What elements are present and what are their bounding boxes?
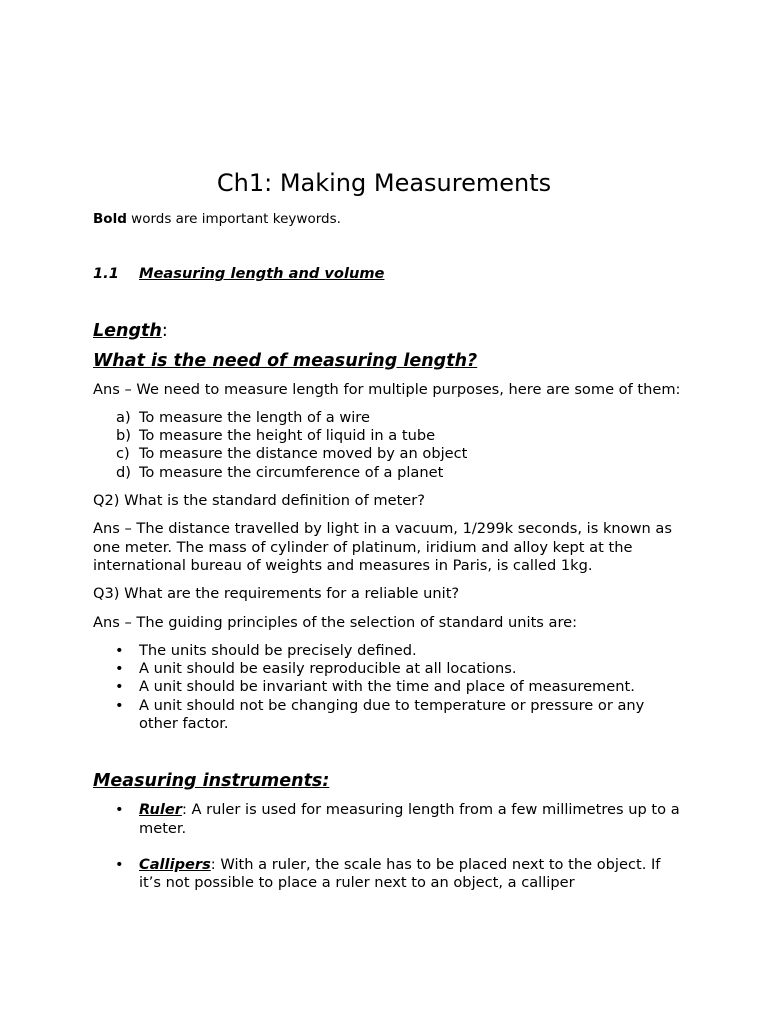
list-item-text: A unit should be easily reproducible at all locations.: [139, 660, 517, 678]
section-heading: [93, 265, 681, 283]
bullet-icon: •: [115, 678, 124, 696]
list-marker: c): [116, 445, 130, 463]
instrument-description: : With a ruler, the scale has to be placed next to the object. If it’s not possible to place a ruler next to an object, a calliper: [139, 855, 661, 892]
bullet-icon: •: [115, 855, 124, 873]
list-item-text: [139, 801, 681, 838]
requirements-list: [93, 642, 681, 733]
list-item-text: To measure the length of a wire: [139, 408, 370, 426]
length-heading-colon: :: [161, 320, 168, 341]
instrument-term: Callipers: [139, 855, 211, 873]
list-item: [93, 642, 681, 660]
instruments-list: [93, 801, 681, 892]
page-title: Ch1: Making Measurements: [216, 169, 552, 197]
answer-3: Ans – The guiding principles of the selection of standard units are:: [93, 613, 578, 631]
list-item: [93, 427, 681, 445]
list-item-text: To measure the height of liquid in a tube: [139, 427, 436, 445]
question-1-heading: What is the need of measuring length?: [93, 350, 478, 371]
answer-2: Ans – The distance travelled by light in a vacuum, 1/299k seconds, is known as one meter. The mass of cylinder of platinum, iridium and alloy kept at the international bureau of weights and measures in Paris, is called 1kg.: [93, 520, 672, 574]
list-item-text: The units should be precisely defined.: [139, 641, 417, 659]
instrument-term: Ruler: [139, 801, 182, 819]
bullet-icon: •: [115, 696, 124, 714]
length-heading: [93, 320, 681, 342]
list-item: [93, 856, 681, 893]
list-item-text: A unit should be invariant with the time and place of measurement.: [139, 678, 635, 696]
purposes-list: [93, 409, 681, 482]
list-marker: a): [116, 408, 131, 426]
list-marker: d): [116, 463, 131, 481]
section-title: Measuring length and volume: [139, 265, 385, 283]
list-item-text: To measure the distance moved by an object: [139, 445, 468, 463]
instrument-description: : A ruler is used for measuring length from a few millimetres up to a meter.: [139, 801, 680, 837]
document-content: [93, 168, 681, 911]
answer-1: Ans – We need to measure length for multiple purposes, here are some of them:: [93, 380, 681, 398]
instruments-heading: Measuring instruments:: [93, 771, 330, 792]
bullet-icon: •: [115, 660, 124, 678]
list-item: [93, 464, 681, 482]
section-number: 1.1: [93, 265, 119, 283]
bullet-icon: •: [115, 801, 124, 819]
question-2: Q2) What is the standard definition of meter?: [93, 492, 426, 510]
list-item: [93, 660, 681, 678]
list-item: [93, 678, 681, 696]
bullet-icon: •: [115, 641, 124, 659]
list-item: [93, 409, 681, 427]
list-item-text: A unit should not be changing due to temperature or pressure or any other factor.: [139, 696, 645, 733]
keyword-note-bold: Bold: [93, 211, 127, 227]
list-item: [93, 445, 681, 463]
length-heading-word: Length: [93, 320, 162, 341]
keyword-note: [93, 210, 681, 228]
question-3: Q3) What are the requirements for a reliable unit?: [93, 585, 460, 603]
list-item-text: To measure the circumference of a planet: [139, 463, 444, 481]
list-marker: b): [116, 427, 131, 445]
keyword-note-text: words are important keywords.: [126, 211, 341, 227]
list-item-text: [139, 856, 681, 893]
list-item: [93, 801, 681, 838]
list-item: [93, 697, 681, 734]
